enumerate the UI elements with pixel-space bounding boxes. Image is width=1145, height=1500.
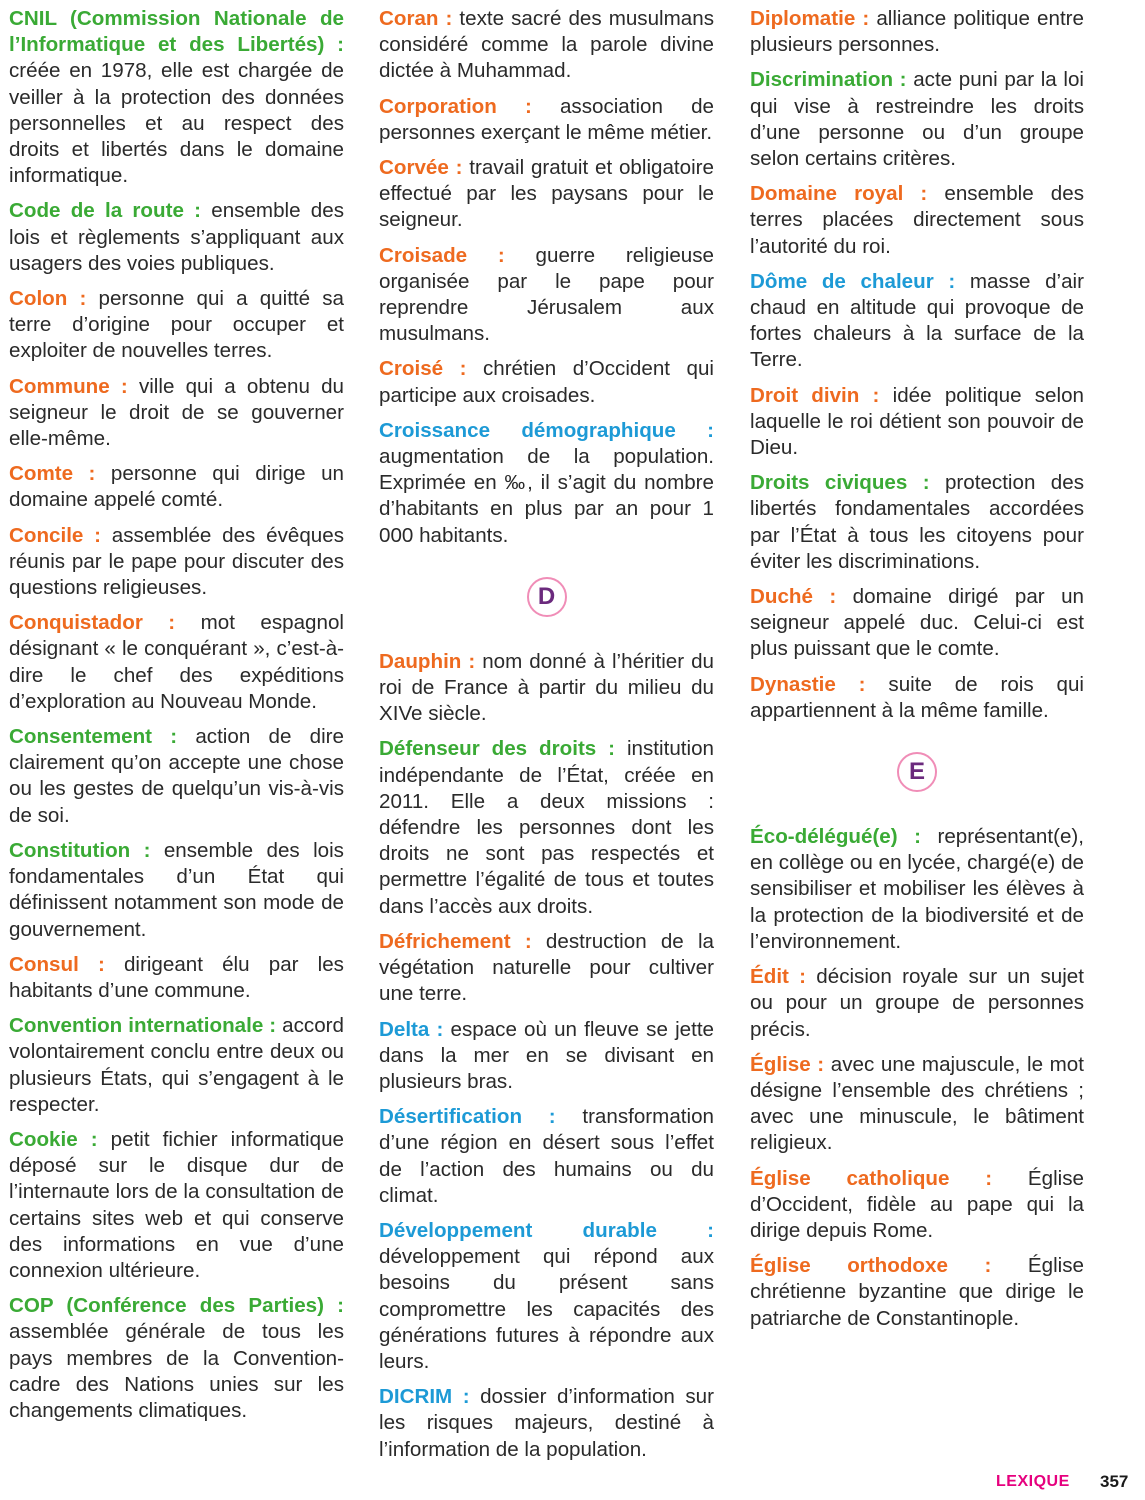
glossary-definition: alliance politique entre plusieurs personnes. — [750, 7, 1084, 57]
letter-heading-e — [750, 752, 1084, 792]
glossary-entry — [750, 6, 1084, 58]
glossary-term: Croissance démographique : — [379, 418, 714, 442]
glossary-definition: ensemble des terres placées directement sous l’autorité du roi. — [750, 182, 1084, 258]
glossary-entry — [750, 269, 1084, 374]
glossary-entry — [750, 1253, 1084, 1332]
glossary-term: Consentement : — [9, 725, 178, 749]
glossary-entry — [379, 243, 714, 348]
glossary-entry — [750, 1166, 1084, 1245]
glossary-entry — [750, 470, 1084, 575]
glossary-definition: guerre religieuse organisée par le pape pour reprendre Jérusalem aux musulmans. — [379, 243, 714, 346]
glossary-term: Convention internationale : — [9, 1014, 277, 1038]
glossary-term: Désertification : — [379, 1105, 556, 1129]
glossary-term: Église catholique : — [750, 1166, 993, 1190]
glossary-term: COP (Conférence des Parties) : — [9, 1294, 344, 1318]
glossary-term: Dôme de chaleur : — [750, 269, 956, 293]
glossary-term: Concile : — [9, 523, 102, 547]
entries-c-end — [379, 6, 714, 549]
glossary-entry — [9, 724, 344, 829]
glossary-term: Édit : — [750, 965, 807, 989]
glossary-definition: accord volontairement conclu entre deux ou plusieurs États, qui s’engagent à le respecter. — [9, 1014, 344, 1116]
glossary-entry — [9, 838, 344, 943]
glossary-entry — [9, 1127, 344, 1284]
glossary-definition: ville qui a obtenu du seigneur le droit de se gouverner elle-même. — [9, 374, 344, 451]
glossary-term: Dynastie : — [750, 672, 866, 696]
glossary-definition: personne qui a quitté sa terre d’origine pour occuper et exploiter de nouvelles terres. — [9, 287, 345, 363]
glossary-entry — [9, 286, 344, 365]
glossary-definition: texte sacré des musulmans considéré comme la parole divine dictée à Muhammad. — [379, 7, 714, 83]
glossary-entry — [379, 1218, 714, 1375]
glossary-term: Droit divin : — [750, 383, 880, 407]
glossary-entry — [9, 198, 344, 277]
column-3 — [750, 6, 1084, 1341]
glossary-definition: Église d’Occident, fidèle au pape qui la dirige depuis Rome. — [750, 1166, 1084, 1242]
glossary-definition: ensemble des lois fondamentales d’un État qui définissent notamment son mode de gouvernement. — [9, 838, 344, 941]
glossary-term: Discrimination : — [750, 68, 907, 92]
glossary-term: Duché : — [750, 585, 837, 609]
glossary-entry — [379, 1017, 714, 1096]
glossary-term: Domaine royal : — [750, 182, 928, 206]
glossary-definition: assemblée des évêques réunis par le pape pour discuter des questions religieuses. — [9, 523, 344, 600]
glossary-definition: représentant(e), en collège ou en lycée, chargé(e) de sensibiliser et mobiliser les élèves à la protection de la biodiversité et de l’environnement. — [750, 825, 1084, 953]
glossary-entry — [379, 418, 714, 549]
glossary-definition: transformation d’une région en désert sous l’effet de l’action des humains ou du climat. — [379, 1105, 714, 1207]
glossary-entry — [9, 6, 344, 189]
page-number: 357 — [1100, 1472, 1129, 1491]
glossary-entry — [9, 1293, 344, 1424]
entries-d-start — [379, 649, 714, 1463]
glossary-term: Code de la route : — [9, 199, 202, 223]
glossary-entry — [750, 1052, 1084, 1157]
glossary-definition: travail gratuit et obligatoire effectué par les paysans pour le seigneur. — [379, 156, 714, 232]
glossary-definition: ensemble des lois et règlements s’appliquant aux usagers des voies publiques. — [9, 199, 345, 275]
glossary-entry — [9, 523, 344, 602]
glossary-term: CNIL (Commission Nationale de l’Informatique et des Libertés) : — [9, 7, 344, 57]
glossary-entry — [9, 461, 344, 513]
glossary-term: Défenseur des droits : — [379, 737, 616, 761]
glossary-term: Croisé : — [379, 357, 467, 381]
glossary-entry — [750, 67, 1084, 172]
glossary-definition: augmentation de la population. Exprimée en ‰, il s’agit du nombre d’habitants en plus par an pour 1 000 habitants. — [379, 445, 714, 547]
glossary-entry — [379, 649, 714, 728]
glossary-term: Coran : — [379, 7, 453, 30]
glossary-definition: décision royale sur un sujet ou pour un groupe de personnes précis. — [750, 965, 1084, 1041]
glossary-entry — [379, 736, 714, 919]
glossary-definition: protection des libertés fondamentales accordées par l’État à tous les citoyens pour éviter les discriminations. — [750, 471, 1084, 573]
glossary-term: Développement durable : — [379, 1218, 714, 1242]
glossary-entry — [9, 952, 344, 1004]
glossary-entry — [379, 94, 714, 146]
glossary-entry — [750, 824, 1084, 955]
glossary-entry — [379, 1104, 714, 1209]
glossary-term: Delta : — [379, 1017, 444, 1041]
glossary-term: Conquistador : — [9, 611, 176, 635]
glossary-definition: espace où un fleuve se jette dans la mer en se divisant en plusieurs bras. — [379, 1017, 714, 1093]
glossary-entry — [379, 155, 714, 234]
glossary-entry — [379, 1384, 714, 1463]
glossary-entry — [750, 672, 1084, 724]
glossary-entry — [750, 181, 1084, 260]
glossary-term: Diplomatie : — [750, 7, 870, 30]
glossary-entry — [750, 964, 1084, 1043]
glossary-term: Colon : — [9, 287, 87, 311]
glossary-entry — [379, 6, 714, 85]
glossary-definition: avec une majuscule, le mot désigne l’ensemble des chrétiens ; avec une minuscule, le bâtiment religieux. — [750, 1052, 1084, 1155]
glossary-term: Église orthodoxe : — [750, 1254, 992, 1278]
glossary-term: Corporation : — [379, 94, 532, 118]
letter-heading-d — [379, 577, 714, 617]
glossary-definition: mot espagnol désignant « le conquérant », c’est-à-dire le chef des expéditions d’exploration au Nouveau Monde. — [9, 611, 344, 713]
glossary-definition: institution indépendante de l’État, créée en 2011. Elle a deux missions : défendre les personnes dont les droits ne sont pas respectés et permettre l’égalité de tous et toutes dans l’accès aux droits. — [379, 737, 714, 918]
glossary-entry — [9, 374, 344, 453]
glossary-entry — [9, 1013, 344, 1118]
glossary-definition: suite de rois qui appartiennent à la même famille. — [750, 672, 1084, 722]
glossary-term: DICRIM : — [379, 1385, 470, 1409]
glossary-definition: destruction de la végétation naturelle pour cultiver une terre. — [379, 929, 714, 1006]
glossary-definition: créée en 1978, elle est chargée de veiller à la protection des données personnelles et au respect des droits et libertés dans le domaine informatique. — [9, 59, 344, 188]
glossary-term: Dauphin : — [379, 649, 476, 673]
glossary-definition: action de dire clairement qu’on accepte une chose ou les gestes de quelqu’un vis-à-vis de soi. — [9, 725, 344, 827]
glossary-entry — [750, 383, 1084, 462]
glossary-definition: dossier d’information sur les risques majeurs, destiné à l’information de la population. — [379, 1385, 714, 1461]
glossary-definition: personne qui dirige un domaine appelé comté. — [9, 462, 344, 512]
glossary-definition: masse d’air chaud en altitude qui provoque de fortes chaleurs à la surface de la Terre. — [750, 269, 1084, 372]
glossary-entry — [750, 584, 1084, 663]
entries-d-end — [750, 6, 1084, 724]
glossary-definition: domaine dirigé par un seigneur appelé duc. Celui-ci est plus puissant que le comte. — [750, 585, 1084, 661]
entries-e — [750, 824, 1084, 1332]
glossary-definition: Église chrétienne byzantine que dirige le patriarche de Constantinople. — [750, 1254, 1084, 1330]
letter-e-badge: E — [897, 752, 937, 792]
glossary-definition: idée politique selon laquelle le roi détient son pouvoir de Dieu. — [750, 383, 1084, 460]
glossary-term: Église : — [750, 1052, 825, 1076]
glossary-definition: petit fichier informatique déposé sur le disque dur de l’internaute lors de la consultation de certains sites web et qui conserve des informations en vue d’une connexion ultérieure. — [9, 1127, 344, 1282]
glossary-term: Éco-délégué(e) : — [750, 825, 921, 849]
glossary-entry — [9, 610, 344, 715]
glossary-definition: assemblée générale de tous les pays membres de la Convention-cadre des Nations unies sur les changements climatiques. — [9, 1320, 344, 1422]
column-1 — [9, 6, 344, 1433]
glossary-term: Corvée : — [379, 156, 463, 180]
glossary-term: Comte : — [9, 462, 96, 486]
glossary-term: Cookie : — [9, 1127, 98, 1151]
glossary-term: Droits civiques : — [750, 471, 930, 495]
glossary-definition: chrétien d’Occident qui participe aux croisades. — [379, 357, 714, 407]
glossary-term: Défrichement : — [379, 929, 532, 953]
glossary-definition: association de personnes exerçant le même métier. — [379, 94, 714, 144]
glossary-entry — [379, 929, 714, 1008]
glossary-definition: nom donné à l’héritier du roi de France à partir du milieu du XIVe siècle. — [379, 649, 714, 726]
glossary-definition: acte puni par la loi qui vise à restreindre les droits d’une personne ou d’un groupe selon certains critères. — [750, 68, 1084, 171]
footer-section-label: LEXIQUE — [996, 1473, 1070, 1490]
glossary-term: Consul : — [9, 952, 105, 976]
glossary-definition: dirigeant élu par les habitants d’une commune. — [9, 952, 344, 1002]
glossary-term: Croisade : — [379, 243, 505, 267]
glossary-term: Commune : — [9, 374, 128, 398]
glossary-definition: développement qui répond aux besoins du présent sans compromettre les capacités des générations futures à répondre aux leurs. — [379, 1245, 714, 1373]
letter-d-badge: D — [527, 577, 567, 617]
column-2 — [379, 6, 714, 1472]
glossary-term: Constitution : — [9, 838, 151, 862]
glossary-entry — [379, 356, 714, 408]
